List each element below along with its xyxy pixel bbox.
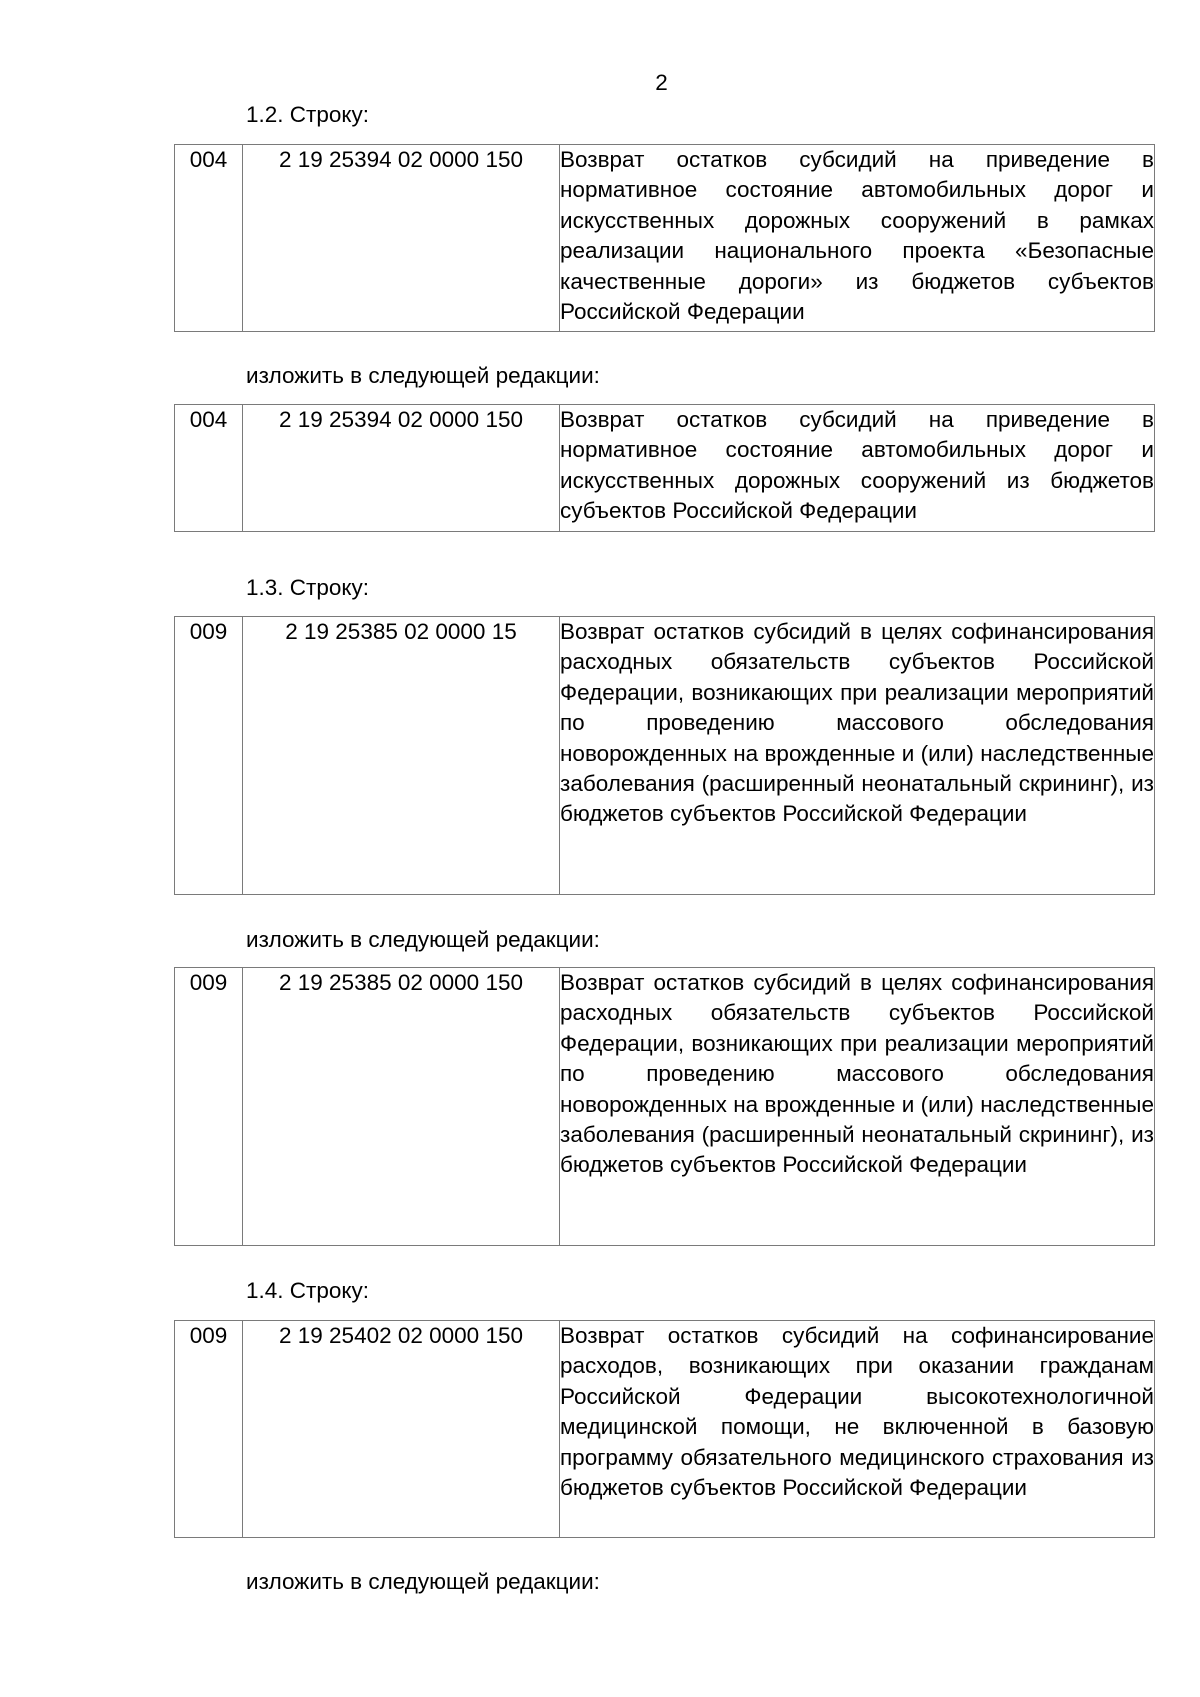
- description-cell: Возврат остатков субсидий на приведение в нормативное состояние автомобильных дорог и искусственных дорожных сооружений в рамках реализации национального проекта «Безопасные качественные дороги» из бюджетов субъектов Российской Федерации: [560, 145, 1155, 332]
- amendment-table-new: [174, 404, 1155, 532]
- budget-code-cell: 2 19 25402 02 0000 150: [243, 1321, 560, 1538]
- table-row: [175, 1321, 1155, 1538]
- admin-code-cell: 004: [175, 405, 243, 532]
- section-label: 1.2. Строку:: [246, 102, 369, 127]
- table-row: [175, 405, 1155, 532]
- admin-code-cell: 009: [175, 617, 243, 895]
- amendment-table-old: [174, 144, 1155, 332]
- amendment-table-old: [174, 616, 1155, 895]
- description-cell: Возврат остатков субсидий в целях софинансирования расходных обязательств субъектов Российской Федерации, возникающих при реализации мероприятий по проведению массового обследования новорожденных на врожденные и (или) наследственные заболевания (расширенный неонатальный скрининг), из бюджетов субъектов Российской Федерации: [560, 617, 1155, 895]
- section-label: 1.3. Строку:: [246, 575, 369, 600]
- section-label: 1.4. Строку:: [246, 1278, 369, 1303]
- budget-code-cell: 2 19 25394 02 0000 150: [243, 145, 560, 332]
- budget-code-cell: 2 19 25394 02 0000 150: [243, 405, 560, 532]
- description-cell: Возврат остатков субсидий на приведение в нормативное состояние автомобильных дорог и искусственных дорожных сооружений из бюджетов субъектов Российской Федерации: [560, 405, 1155, 532]
- page-number: 2: [655, 70, 668, 95]
- table-row: [175, 145, 1155, 332]
- instruction-text: изложить в следующей редакции:: [246, 1569, 600, 1594]
- instruction-text: изложить в следующей редакции:: [246, 927, 600, 952]
- budget-code-cell: 2 19 25385 02 0000 150: [243, 968, 560, 1246]
- table-row: [175, 617, 1155, 895]
- description-cell: Возврат остатков субсидий в целях софинансирования расходных обязательств субъектов Российской Федерации, возникающих при реализации мероприятий по проведению массового обследования новорожденных на врожденные и (или) наследственные заболевания (расширенный неонатальный скрининг), из бюджетов субъектов Российской Федерации: [560, 968, 1155, 1246]
- description-cell: Возврат остатков субсидий на софинансирование расходов, возникающих при оказании гражданам Российской Федерации высокотехнологичной медицинской помощи, не включенной в базовую программу обязательного медицинского страхования из бюджетов субъектов Российской Федерации: [560, 1321, 1155, 1538]
- admin-code-cell: 004: [175, 145, 243, 332]
- amendment-table-new: [174, 967, 1155, 1246]
- admin-code-cell: 009: [175, 1321, 243, 1538]
- instruction-text: изложить в следующей редакции:: [246, 363, 600, 388]
- admin-code-cell: 009: [175, 968, 243, 1246]
- amendment-table-old: [174, 1320, 1155, 1538]
- budget-code-cell: 2 19 25385 02 0000 15: [243, 617, 560, 895]
- table-row: [175, 968, 1155, 1246]
